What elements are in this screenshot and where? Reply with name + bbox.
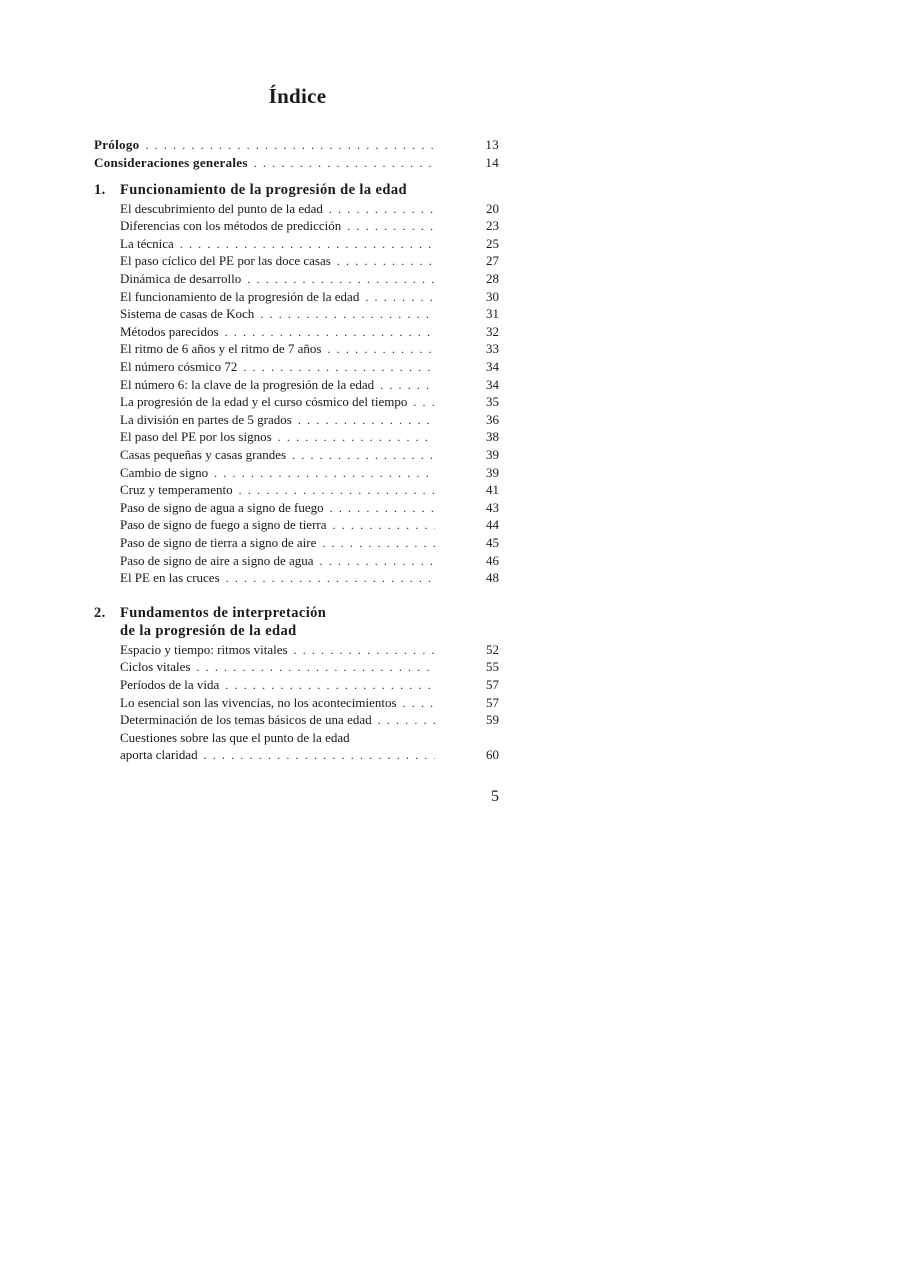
toc-entry[interactable] [94,552,499,570]
page-number: 5 [491,788,499,805]
toc-entry-label: Paso de signo de tierra a signo de aire [120,534,317,550]
toc-entry[interactable] [94,694,499,712]
chapter-number: 1. [94,182,106,199]
leader-dots [378,712,435,730]
leader-dots [337,253,435,271]
toc-entry-page: 44 [486,517,499,533]
toc-entry-label: Espacio y tiempo: ritmos vitales [120,641,288,657]
toc-entry[interactable] [94,235,499,253]
toc-entry-label: Cambio de signo [120,464,209,480]
toc-entry[interactable] [94,641,499,659]
leader-dots [330,500,435,518]
toc-entry-page: 34 [486,376,499,392]
toc-entry[interactable] [94,376,499,394]
toc-entry-label: Paso de signo de fuego a signo de tierra [120,517,327,533]
toc-entry-page: 48 [486,570,499,586]
toc-entry-page: 13 [485,137,499,152]
leader-dots [292,447,435,465]
leader-dots [226,570,435,588]
leader-dots [380,377,435,395]
toc-entry-label: Períodos de la vida [120,676,220,692]
toc-entry-page: 38 [486,429,499,445]
leader-dots [145,137,435,155]
toc-entry-page: 20 [486,200,499,216]
chapter-1-heading[interactable] [94,181,499,200]
toc-entry-label: El ritmo de 6 años y el ritmo de 7 años [120,341,322,357]
leader-dots [254,155,435,173]
leader-dots [247,271,435,289]
toc-entry-label: La técnica [120,235,174,251]
toc-entry-page: 55 [486,659,499,675]
toc-entry-page: 59 [486,712,499,728]
toc-entry-label: Paso de signo de agua a signo de fuego [120,499,324,515]
leader-dots [214,465,435,483]
toc-entry[interactable] [94,305,499,323]
toc-entry-page: 36 [486,411,499,427]
toc-entry[interactable] [94,411,499,429]
leader-dots [243,359,435,377]
toc-entry[interactable] [94,217,499,235]
toc-entry-label: Ciclos vitales [120,659,191,675]
toc-entry-page: 35 [486,394,499,410]
toc-entry-label: Casas pequeñas y casas grandes [120,447,287,462]
toc-entry-page: 57 [486,676,499,692]
toc-entry-label: Diferencias con los métodos de predicción [120,218,342,234]
toc-entry-page: 23 [486,218,499,234]
toc-entry-page: 31 [486,306,499,322]
leader-dots [347,218,435,236]
toc-entry-page: 39 [486,447,499,462]
toc-entry[interactable] [94,481,499,499]
chapter-title: Funcionamiento de la progresión de la edad [120,182,407,199]
chapter-2-heading[interactable] [94,604,499,641]
toc-entry[interactable] [94,340,499,358]
toc-entry-page: 27 [486,253,499,269]
toc-entry[interactable] [94,464,499,482]
toc-entry-label: Determinación de los temas básicos de una edad [120,712,372,728]
toc-entry-label: Consideraciones generales [94,154,248,170]
toc-entry-label: Sistema de casas de Koch [120,306,255,322]
toc-entry[interactable] [94,446,499,464]
toc-entry-label: aporta claridad [120,747,198,763]
toc-entry-label: El número 6: la clave de la progresión de la edad [120,376,375,392]
toc-entry-page: 39 [486,464,499,480]
toc-entry-label: La división en partes de 5 grados [120,411,292,427]
toc-entry-consideraciones[interactable] [94,154,499,172]
leader-dots [180,236,435,254]
toc-entry-page: 57 [486,694,499,710]
leader-dots [403,695,435,713]
toc-entry[interactable] [94,516,499,534]
toc-entry[interactable] [94,288,499,306]
leader-dots [329,201,435,219]
toc-entry-page: 28 [486,271,499,287]
leader-dots [260,306,435,324]
toc-entry-label: La progresión de la edad y el curso cósmico del tiempo [120,394,408,410]
leader-dots [278,429,435,447]
leader-dots [239,482,435,500]
toc-entry-label: Dinámica de desarrollo [120,271,242,287]
toc-entry-label: El funcionamiento de la progresión de la edad [120,288,360,304]
toc-entry-page: 30 [486,288,499,304]
toc-entry-label: Paso de signo de aire a signo de agua [120,552,314,568]
toc-entry-page: 41 [486,482,499,498]
leader-dots [225,677,435,695]
leader-dots [298,412,435,430]
leader-dots [333,517,435,535]
toc-entry-page: 25 [486,235,499,251]
toc-entry-cuestiones-line-2[interactable] [94,746,499,764]
toc-entry-label: Lo esencial son las vivencias, no los acontecimientos [120,694,397,710]
toc-entry-page: 32 [486,323,499,339]
leader-dots [225,324,435,342]
toc-entry-page: 33 [486,341,499,357]
chapter-number: 2. [94,604,106,621]
toc-entry-page: 43 [486,499,499,515]
toc-entry-prologo[interactable] [94,136,499,154]
toc-entry[interactable] [94,270,499,288]
toc-entry-label: Métodos parecidos [120,323,219,339]
chapter-title-line-1: Fundamentos de interpretación [120,604,327,621]
toc-entry[interactable] [94,499,499,517]
toc-entry-page: 52 [486,641,499,657]
toc-entry-label: El PE en las cruces [120,570,220,586]
toc-entry-label: Prólogo [94,137,140,152]
toc-entry[interactable] [94,658,499,676]
leader-dots [413,394,435,412]
leader-dots [327,341,435,359]
toc-entry-label: Cruz y temperamento [120,482,233,498]
toc-entry[interactable] [94,323,499,341]
leader-dots [196,659,435,677]
toc-entry-page: 60 [486,747,499,763]
table-of-contents [94,136,499,764]
toc-entry[interactable] [94,252,499,270]
chapter-title-line-2: de la progresión de la edad [120,623,297,640]
toc-entry-label: El descubrimiento del punto de la edad [120,200,323,216]
leader-dots [365,289,435,307]
toc-entry-cuestiones-line-1[interactable]: Cuestiones sobre las que el punto de la edad [120,729,350,745]
toc-entry[interactable] [94,569,499,587]
leader-dots [294,642,435,660]
toc-entry[interactable] [94,711,499,729]
toc-entry-page: 14 [485,154,499,170]
toc-entry[interactable] [94,200,499,218]
toc-entry[interactable] [94,393,499,411]
toc-entry[interactable] [94,676,499,694]
leader-dots [204,747,435,765]
toc-entry-page: 46 [486,552,499,568]
toc-entry-page: 34 [486,359,499,375]
page-title: Índice [268,84,327,108]
toc-entry-label: El número cósmico 72 [120,359,238,375]
toc-entry[interactable] [94,358,499,376]
toc-entry-label: El paso cíclico del PE por las doce casas [120,253,331,269]
toc-entry-page: 45 [486,534,499,550]
toc-entry[interactable] [94,534,499,552]
toc-entry[interactable] [94,428,499,446]
leader-dots [322,535,435,553]
leader-dots [320,553,435,571]
toc-entry-label: El paso del PE por los signos [120,429,272,445]
